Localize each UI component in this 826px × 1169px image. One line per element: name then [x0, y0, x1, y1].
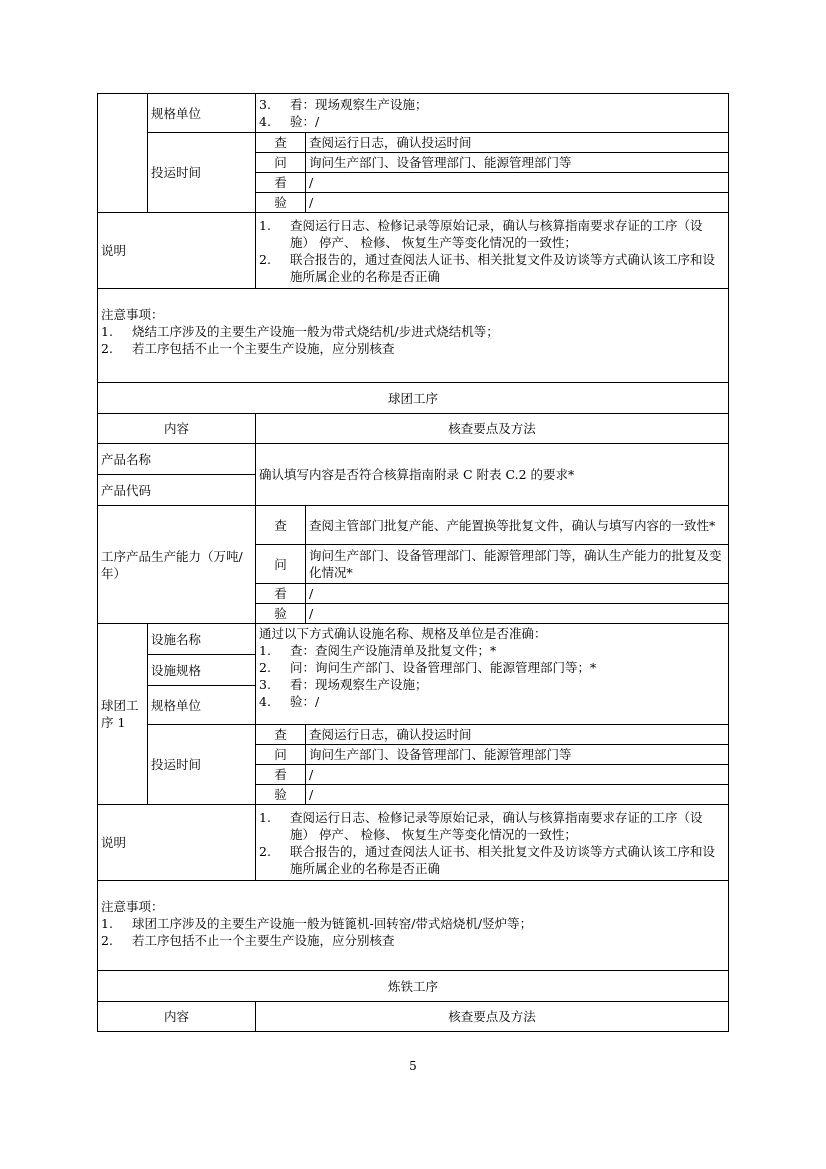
facility-intro: 通过以下方式确认设施名称、规格及单位是否准确：: [259, 626, 547, 641]
check-value: 查阅主管部门批复产能、产能置换等批复文件，确认与填写内容的一致性*: [306, 506, 729, 545]
look-key: 看: [256, 584, 306, 604]
ask-key: 问: [256, 545, 306, 584]
ask-key: 问: [256, 153, 306, 173]
verify-key: 验: [256, 785, 306, 805]
check-value: 查阅运行日志，确认投运时间: [306, 133, 729, 153]
check-value: 查阅运行日志，确认投运时间: [306, 725, 729, 745]
section-title: 球团工序: [98, 383, 729, 414]
look-key: 看: [256, 173, 306, 193]
list-item: 3. 看：现场观察生产设施；: [259, 677, 428, 692]
explain-label: 说明: [98, 213, 256, 289]
verify-key: 验: [256, 193, 306, 213]
product-check-text: 确认填写内容是否符合核算指南附录 C 附表 C.2 的要求*: [256, 444, 729, 506]
spec-unit-label: 规格单位: [148, 686, 256, 725]
header-content: 内容: [98, 1002, 256, 1032]
ask-value: 询问生产部门、设备管理部门、能源管理部门等: [306, 153, 729, 173]
verify-value: /: [306, 193, 729, 213]
list-item: 2. 联合报告的，通过查阅法人证书、相关批复文件及访谈等方式确认该工序和设施所属企业的名称是否正确: [259, 251, 716, 284]
ask-value: 询问生产部门、设备管理部门、能源管理部门等，确认生产能力的批复及变化情况*: [306, 545, 729, 584]
header-method: 核查要点及方法: [256, 1002, 729, 1032]
ask-value: 询问生产部门、设备管理部门、能源管理部门等: [306, 745, 729, 765]
look-value: /: [306, 173, 729, 193]
list-item: 2. 若工序包括不止一个主要生产设施，应分别核查: [101, 933, 395, 948]
product-name-label: 产品名称: [98, 444, 256, 475]
process-label: 球团工序 1: [98, 624, 148, 805]
list-item: 2. 问：询问生产部门、设备管理部门、能源管理部门等；*: [259, 660, 597, 675]
list-item: 1. 查：查阅生产设施清单及批复文件；*: [259, 643, 497, 658]
look-value: /: [306, 765, 729, 785]
explain-list: [256, 213, 729, 289]
page-number: 5: [409, 1059, 417, 1073]
spec-method-list: [256, 94, 729, 133]
notes-cell: [98, 289, 729, 383]
list-item: 1. 查阅运行日志、检修记录等原始记录，确认与核算指南要求存证的工序（设施） 停产、 检修、 恢复生产等变化情况的一致性；: [259, 217, 703, 250]
ask-key: 问: [256, 745, 306, 765]
sintering-process-cell: [98, 94, 148, 213]
verify-key: 验: [256, 604, 306, 624]
capacity-label: 工序产品生产能力（万吨/年）: [98, 506, 256, 624]
commission-time-label: 投运时间: [148, 725, 256, 805]
list-item: 1. 球团工序涉及的主要生产设施一般为链篦机-回转窑/带式焙烧机/竖炉等；: [101, 916, 533, 931]
notes-cell: [98, 881, 729, 971]
notes-title: 注意事项：: [101, 899, 164, 914]
header-content: 内容: [98, 414, 256, 444]
verify-value: /: [306, 604, 729, 624]
header-method: 核查要点及方法: [256, 414, 729, 444]
commission-time-label: 投运时间: [148, 133, 256, 213]
product-code-label: 产品代码: [98, 475, 256, 506]
explain-list: [256, 805, 729, 881]
list-item: 1. 查阅运行日志、检修记录等原始记录，确认与核算指南要求存证的工序（设施） 停产、 检修、 恢复生产等变化情况的一致性；: [259, 809, 703, 842]
facility-spec-label: 设施规格: [148, 655, 256, 686]
check-key: 查: [256, 133, 306, 153]
list-item: 3. 看：现场观察生产设施；: [259, 97, 428, 112]
list-item: 4. 验：/: [259, 694, 320, 709]
list-item: 4. 验：/: [259, 114, 320, 129]
explain-label: 说明: [98, 805, 256, 881]
facility-name-label: 设施名称: [148, 624, 256, 655]
check-key: 查: [256, 506, 306, 545]
list-item: 2. 联合报告的，通过查阅法人证书、相关批复文件及访谈等方式确认该工序和设施所属企业的名称是否正确: [259, 843, 716, 876]
verification-table: [97, 93, 729, 1032]
verify-value: /: [306, 785, 729, 805]
notes-title: 注意事项：: [101, 307, 164, 322]
spec-unit-label: 规格单位: [148, 94, 256, 133]
facility-method-list: [256, 624, 729, 725]
list-item: 1. 烧结工序涉及的主要生产设施一般为带式烧结机/步进式烧结机等；: [101, 324, 499, 339]
section-title: 炼铁工序: [98, 971, 729, 1002]
list-item: 2. 若工序包括不止一个主要生产设施，应分别核查: [101, 341, 395, 356]
check-key: 查: [256, 725, 306, 745]
look-key: 看: [256, 765, 306, 785]
look-value: /: [306, 584, 729, 604]
